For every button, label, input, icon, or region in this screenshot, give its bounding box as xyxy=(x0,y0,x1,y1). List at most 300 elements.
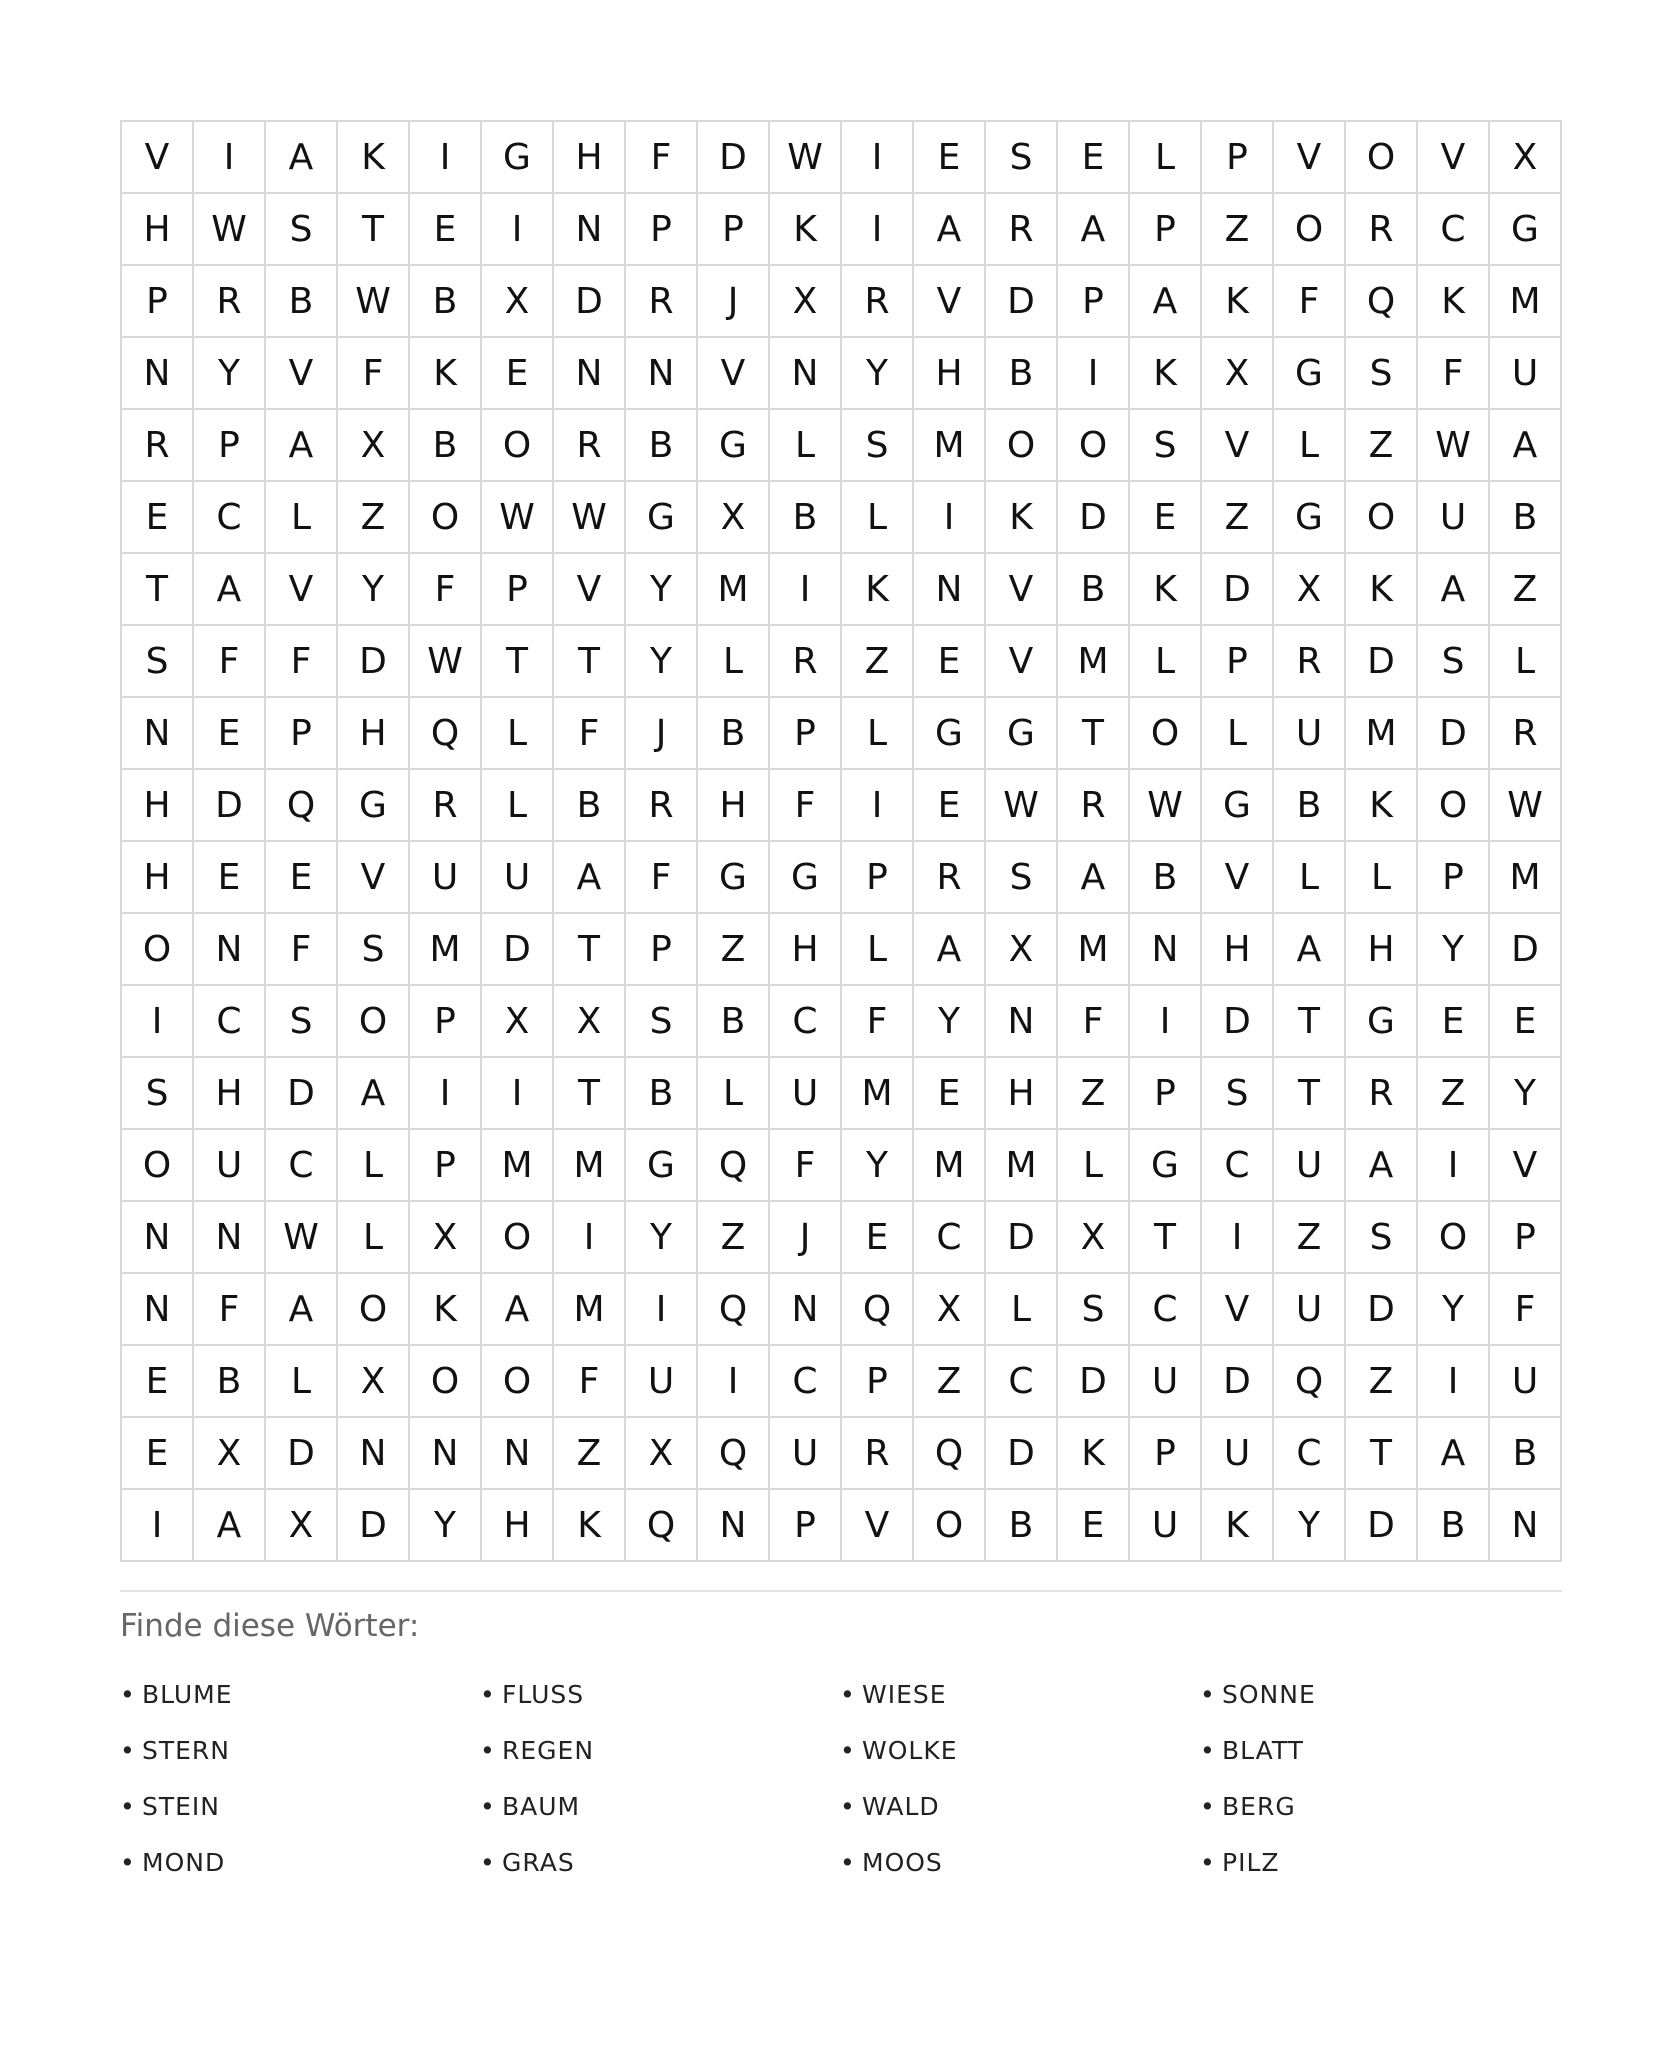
grid-cell[interactable]: K xyxy=(1346,770,1418,842)
grid-cell[interactable]: W xyxy=(1130,770,1202,842)
grid-cell[interactable]: D xyxy=(266,1418,338,1490)
grid-cell[interactable]: B xyxy=(194,1346,266,1418)
grid-cell[interactable]: M xyxy=(482,1130,554,1202)
grid-cell[interactable]: D xyxy=(1058,1346,1130,1418)
grid-cell[interactable]: G xyxy=(482,122,554,194)
grid-cell[interactable]: D xyxy=(986,1418,1058,1490)
grid-cell[interactable]: Z xyxy=(1346,1346,1418,1418)
grid-cell[interactable]: R xyxy=(914,842,986,914)
grid-cell[interactable]: D xyxy=(1346,626,1418,698)
grid-cell[interactable]: Z xyxy=(338,482,410,554)
grid-cell[interactable]: H xyxy=(194,1058,266,1130)
grid-cell[interactable]: K xyxy=(1202,266,1274,338)
grid-cell[interactable]: F xyxy=(1490,1274,1562,1346)
grid-cell[interactable]: E xyxy=(914,770,986,842)
grid-cell[interactable]: G xyxy=(986,698,1058,770)
grid-cell[interactable]: S xyxy=(1346,338,1418,410)
grid-cell[interactable]: L xyxy=(770,410,842,482)
grid-cell[interactable]: Q xyxy=(1274,1346,1346,1418)
grid-cell[interactable]: G xyxy=(1274,482,1346,554)
grid-cell[interactable]: K xyxy=(554,1490,626,1562)
grid-cell[interactable]: C xyxy=(1274,1418,1346,1490)
grid-cell[interactable]: A xyxy=(1418,1418,1490,1490)
grid-cell[interactable]: U xyxy=(410,842,482,914)
grid-cell[interactable]: C xyxy=(770,986,842,1058)
grid-cell[interactable]: V xyxy=(1202,842,1274,914)
grid-cell[interactable]: S xyxy=(266,986,338,1058)
grid-cell[interactable]: I xyxy=(482,194,554,266)
grid-cell[interactable]: X xyxy=(1274,554,1346,626)
grid-cell[interactable]: D xyxy=(1490,914,1562,986)
grid-cell[interactable]: V xyxy=(1274,122,1346,194)
grid-cell[interactable]: N xyxy=(554,338,626,410)
grid-cell[interactable]: O xyxy=(482,410,554,482)
grid-cell[interactable]: A xyxy=(554,842,626,914)
grid-cell[interactable]: P xyxy=(842,842,914,914)
grid-cell[interactable]: C xyxy=(1130,1274,1202,1346)
grid-cell[interactable]: A xyxy=(338,1058,410,1130)
grid-cell[interactable]: R xyxy=(626,266,698,338)
grid-cell[interactable]: N xyxy=(914,554,986,626)
grid-cell[interactable]: P xyxy=(698,194,770,266)
grid-cell[interactable]: I xyxy=(1058,338,1130,410)
grid-cell[interactable]: D xyxy=(698,122,770,194)
grid-cell[interactable]: E xyxy=(914,626,986,698)
grid-cell[interactable]: D xyxy=(338,626,410,698)
grid-cell[interactable]: C xyxy=(194,482,266,554)
grid-cell[interactable]: T xyxy=(1346,1418,1418,1490)
grid-cell[interactable]: Q xyxy=(626,1490,698,1562)
grid-cell[interactable]: G xyxy=(338,770,410,842)
grid-cell[interactable]: X xyxy=(1490,122,1562,194)
grid-cell[interactable]: S xyxy=(266,194,338,266)
grid-cell[interactable]: R xyxy=(1346,194,1418,266)
grid-cell[interactable]: L xyxy=(1202,698,1274,770)
grid-cell[interactable]: O xyxy=(986,410,1058,482)
grid-cell[interactable]: Q xyxy=(410,698,482,770)
grid-cell[interactable]: F xyxy=(626,122,698,194)
grid-cell[interactable]: S xyxy=(122,626,194,698)
grid-cell[interactable]: V xyxy=(986,626,1058,698)
grid-cell[interactable]: G xyxy=(698,842,770,914)
grid-cell[interactable]: P xyxy=(1058,266,1130,338)
grid-cell[interactable]: B xyxy=(770,482,842,554)
grid-cell[interactable]: G xyxy=(1202,770,1274,842)
grid-cell[interactable]: T xyxy=(1274,986,1346,1058)
grid-cell[interactable]: K xyxy=(1202,1490,1274,1562)
grid-cell[interactable]: G xyxy=(698,410,770,482)
grid-cell[interactable]: X xyxy=(554,986,626,1058)
grid-cell[interactable]: R xyxy=(842,1418,914,1490)
grid-cell[interactable]: L xyxy=(842,482,914,554)
grid-cell[interactable]: M xyxy=(986,1130,1058,1202)
grid-cell[interactable]: E xyxy=(482,338,554,410)
grid-cell[interactable]: I xyxy=(122,986,194,1058)
grid-cell[interactable]: O xyxy=(1274,194,1346,266)
grid-cell[interactable]: X xyxy=(626,1418,698,1490)
grid-cell[interactable]: O xyxy=(914,1490,986,1562)
grid-cell[interactable]: E xyxy=(266,842,338,914)
grid-cell[interactable]: Z xyxy=(554,1418,626,1490)
grid-cell[interactable]: O xyxy=(1418,770,1490,842)
grid-cell[interactable]: U xyxy=(626,1346,698,1418)
grid-cell[interactable]: M xyxy=(1490,266,1562,338)
grid-cell[interactable]: U xyxy=(194,1130,266,1202)
grid-cell[interactable]: R xyxy=(770,626,842,698)
grid-cell[interactable]: F xyxy=(770,770,842,842)
grid-cell[interactable]: N xyxy=(122,1274,194,1346)
grid-cell[interactable]: K xyxy=(1346,554,1418,626)
grid-cell[interactable]: J xyxy=(626,698,698,770)
grid-cell[interactable]: N xyxy=(122,1202,194,1274)
grid-cell[interactable]: J xyxy=(698,266,770,338)
grid-cell[interactable]: Y xyxy=(626,554,698,626)
grid-cell[interactable]: L xyxy=(266,1346,338,1418)
grid-cell[interactable]: S xyxy=(626,986,698,1058)
grid-cell[interactable]: H xyxy=(122,770,194,842)
grid-cell[interactable]: Y xyxy=(1490,1058,1562,1130)
grid-cell[interactable]: U xyxy=(1202,1418,1274,1490)
grid-cell[interactable]: O xyxy=(1058,410,1130,482)
grid-cell[interactable]: E xyxy=(1130,482,1202,554)
grid-cell[interactable]: C xyxy=(194,986,266,1058)
grid-cell[interactable]: A xyxy=(914,914,986,986)
grid-cell[interactable]: H xyxy=(482,1490,554,1562)
grid-cell[interactable]: E xyxy=(1058,122,1130,194)
grid-cell[interactable]: D xyxy=(1418,698,1490,770)
grid-cell[interactable]: R xyxy=(1490,698,1562,770)
grid-cell[interactable]: E xyxy=(410,194,482,266)
grid-cell[interactable]: W xyxy=(1418,410,1490,482)
grid-cell[interactable]: P xyxy=(194,410,266,482)
grid-cell[interactable]: O xyxy=(410,1346,482,1418)
grid-cell[interactable]: S xyxy=(1346,1202,1418,1274)
grid-cell[interactable]: K xyxy=(1418,266,1490,338)
grid-cell[interactable]: C xyxy=(770,1346,842,1418)
grid-cell[interactable]: R xyxy=(554,410,626,482)
grid-cell[interactable]: X xyxy=(1058,1202,1130,1274)
grid-cell[interactable]: P xyxy=(770,698,842,770)
grid-cell[interactable]: V xyxy=(1418,122,1490,194)
grid-cell[interactable]: T xyxy=(482,626,554,698)
grid-cell[interactable]: O xyxy=(1418,1202,1490,1274)
grid-cell[interactable]: U xyxy=(1130,1346,1202,1418)
grid-cell[interactable]: U xyxy=(482,842,554,914)
grid-cell[interactable]: Q xyxy=(698,1130,770,1202)
grid-cell[interactable]: V xyxy=(842,1490,914,1562)
grid-cell[interactable]: X xyxy=(986,914,1058,986)
grid-cell[interactable]: E xyxy=(122,482,194,554)
grid-cell[interactable]: X xyxy=(914,1274,986,1346)
grid-cell[interactable]: O xyxy=(122,914,194,986)
grid-cell[interactable]: K xyxy=(1130,554,1202,626)
grid-cell[interactable]: A xyxy=(1490,410,1562,482)
grid-cell[interactable]: M xyxy=(698,554,770,626)
grid-cell[interactable]: Z xyxy=(1274,1202,1346,1274)
grid-cell[interactable]: I xyxy=(626,1274,698,1346)
grid-cell[interactable]: M xyxy=(1490,842,1562,914)
grid-cell[interactable]: H xyxy=(770,914,842,986)
grid-cell[interactable]: F xyxy=(194,1274,266,1346)
grid-cell[interactable]: X xyxy=(482,986,554,1058)
grid-cell[interactable]: R xyxy=(410,770,482,842)
grid-cell[interactable]: U xyxy=(1274,1130,1346,1202)
grid-cell[interactable]: M xyxy=(410,914,482,986)
grid-cell[interactable]: D xyxy=(1202,1346,1274,1418)
grid-cell[interactable]: R xyxy=(1274,626,1346,698)
grid-cell[interactable]: N xyxy=(554,194,626,266)
grid-cell[interactable]: D xyxy=(1202,554,1274,626)
grid-cell[interactable]: I xyxy=(122,1490,194,1562)
grid-cell[interactable]: X xyxy=(1202,338,1274,410)
grid-cell[interactable]: H xyxy=(914,338,986,410)
grid-cell[interactable]: K xyxy=(410,338,482,410)
grid-cell[interactable]: T xyxy=(338,194,410,266)
grid-cell[interactable]: W xyxy=(410,626,482,698)
grid-cell[interactable]: P xyxy=(1130,1418,1202,1490)
grid-cell[interactable]: N xyxy=(770,1274,842,1346)
grid-cell[interactable]: Z xyxy=(1202,194,1274,266)
grid-cell[interactable]: P xyxy=(842,1346,914,1418)
grid-cell[interactable]: X xyxy=(482,266,554,338)
grid-cell[interactable]: P xyxy=(1418,842,1490,914)
grid-cell[interactable]: Z xyxy=(1346,410,1418,482)
grid-cell[interactable]: A xyxy=(482,1274,554,1346)
grid-cell[interactable]: M xyxy=(1058,626,1130,698)
grid-cell[interactable]: V xyxy=(554,554,626,626)
grid-cell[interactable]: E xyxy=(914,122,986,194)
grid-cell[interactable]: G xyxy=(770,842,842,914)
grid-cell[interactable]: D xyxy=(482,914,554,986)
grid-cell[interactable]: L xyxy=(1130,626,1202,698)
grid-cell[interactable]: U xyxy=(770,1058,842,1130)
grid-cell[interactable]: U xyxy=(1274,1274,1346,1346)
grid-cell[interactable]: E xyxy=(842,1202,914,1274)
grid-cell[interactable]: W xyxy=(554,482,626,554)
grid-cell[interactable]: W xyxy=(770,122,842,194)
grid-cell[interactable]: A xyxy=(1418,554,1490,626)
grid-cell[interactable]: Z xyxy=(1202,482,1274,554)
grid-cell[interactable]: W xyxy=(266,1202,338,1274)
grid-cell[interactable]: Y xyxy=(1274,1490,1346,1562)
grid-cell[interactable]: A xyxy=(266,1274,338,1346)
grid-cell[interactable]: B xyxy=(554,770,626,842)
grid-cell[interactable]: N xyxy=(122,338,194,410)
grid-cell[interactable]: L xyxy=(698,1058,770,1130)
grid-cell[interactable]: L xyxy=(482,770,554,842)
grid-cell[interactable]: N xyxy=(626,338,698,410)
grid-cell[interactable]: P xyxy=(266,698,338,770)
grid-cell[interactable]: H xyxy=(1202,914,1274,986)
grid-cell[interactable]: S xyxy=(1202,1058,1274,1130)
grid-cell[interactable]: L xyxy=(1346,842,1418,914)
grid-cell[interactable]: C xyxy=(266,1130,338,1202)
grid-cell[interactable]: X xyxy=(410,1202,482,1274)
grid-cell[interactable]: A xyxy=(1274,914,1346,986)
grid-cell[interactable]: D xyxy=(338,1490,410,1562)
grid-cell[interactable]: U xyxy=(1130,1490,1202,1562)
grid-cell[interactable]: R xyxy=(626,770,698,842)
grid-cell[interactable]: B xyxy=(626,410,698,482)
grid-cell[interactable]: F xyxy=(1058,986,1130,1058)
grid-cell[interactable]: D xyxy=(266,1058,338,1130)
grid-cell[interactable]: A xyxy=(1058,194,1130,266)
grid-cell[interactable]: P xyxy=(482,554,554,626)
grid-cell[interactable]: M xyxy=(1346,698,1418,770)
grid-cell[interactable]: B xyxy=(1058,554,1130,626)
grid-cell[interactable]: S xyxy=(122,1058,194,1130)
grid-cell[interactable]: O xyxy=(410,482,482,554)
grid-cell[interactable]: I xyxy=(554,1202,626,1274)
grid-cell[interactable]: S xyxy=(1130,410,1202,482)
grid-cell[interactable]: Z xyxy=(914,1346,986,1418)
grid-cell[interactable]: E xyxy=(122,1418,194,1490)
grid-cell[interactable]: Z xyxy=(1490,554,1562,626)
grid-cell[interactable]: V xyxy=(698,338,770,410)
grid-cell[interactable]: L xyxy=(338,1130,410,1202)
grid-cell[interactable]: G xyxy=(626,482,698,554)
grid-cell[interactable]: Z xyxy=(1418,1058,1490,1130)
grid-cell[interactable]: P xyxy=(770,1490,842,1562)
grid-cell[interactable]: L xyxy=(842,914,914,986)
grid-cell[interactable]: C xyxy=(1418,194,1490,266)
grid-cell[interactable]: I xyxy=(1418,1346,1490,1418)
grid-cell[interactable]: F xyxy=(266,914,338,986)
grid-cell[interactable]: Q xyxy=(266,770,338,842)
grid-cell[interactable]: W xyxy=(986,770,1058,842)
grid-cell[interactable]: E xyxy=(194,698,266,770)
grid-cell[interactable]: Z xyxy=(698,1202,770,1274)
grid-cell[interactable]: O xyxy=(482,1202,554,1274)
grid-cell[interactable]: Q xyxy=(698,1274,770,1346)
grid-cell[interactable]: Z xyxy=(698,914,770,986)
grid-cell[interactable]: O xyxy=(1346,122,1418,194)
grid-cell[interactable]: R xyxy=(986,194,1058,266)
grid-cell[interactable]: D xyxy=(1346,1274,1418,1346)
grid-cell[interactable]: R xyxy=(1058,770,1130,842)
grid-cell[interactable]: E xyxy=(194,842,266,914)
grid-cell[interactable]: E xyxy=(914,1058,986,1130)
grid-cell[interactable]: H xyxy=(1346,914,1418,986)
grid-cell[interactable]: R xyxy=(842,266,914,338)
grid-cell[interactable]: L xyxy=(842,698,914,770)
grid-cell[interactable]: L xyxy=(1274,410,1346,482)
grid-cell[interactable]: L xyxy=(986,1274,1058,1346)
grid-cell[interactable]: Q xyxy=(1346,266,1418,338)
grid-cell[interactable]: O xyxy=(1130,698,1202,770)
grid-cell[interactable]: B xyxy=(698,698,770,770)
grid-cell[interactable]: O xyxy=(122,1130,194,1202)
grid-cell[interactable]: S xyxy=(986,842,1058,914)
grid-cell[interactable]: M xyxy=(914,410,986,482)
grid-cell[interactable]: F xyxy=(338,338,410,410)
grid-cell[interactable]: B xyxy=(1418,1490,1490,1562)
grid-cell[interactable]: I xyxy=(410,1058,482,1130)
grid-cell[interactable]: J xyxy=(770,1202,842,1274)
grid-cell[interactable]: P xyxy=(626,194,698,266)
grid-cell[interactable]: D xyxy=(986,266,1058,338)
grid-cell[interactable]: V xyxy=(266,338,338,410)
grid-cell[interactable]: H xyxy=(986,1058,1058,1130)
grid-cell[interactable]: U xyxy=(1490,338,1562,410)
grid-cell[interactable]: N xyxy=(986,986,1058,1058)
grid-cell[interactable]: K xyxy=(770,194,842,266)
grid-cell[interactable]: S xyxy=(1418,626,1490,698)
grid-cell[interactable]: W xyxy=(194,194,266,266)
grid-cell[interactable]: X xyxy=(266,1490,338,1562)
grid-cell[interactable]: E xyxy=(1490,986,1562,1058)
grid-cell[interactable]: Y xyxy=(842,338,914,410)
grid-cell[interactable]: I xyxy=(842,194,914,266)
grid-cell[interactable]: Y xyxy=(194,338,266,410)
grid-cell[interactable]: N xyxy=(410,1418,482,1490)
grid-cell[interactable]: B xyxy=(1130,842,1202,914)
grid-cell[interactable]: K xyxy=(1130,338,1202,410)
grid-cell[interactable]: H xyxy=(122,194,194,266)
grid-cell[interactable]: T xyxy=(554,914,626,986)
grid-cell[interactable]: P xyxy=(1202,122,1274,194)
grid-cell[interactable]: B xyxy=(410,410,482,482)
grid-cell[interactable]: P xyxy=(626,914,698,986)
grid-cell[interactable]: I xyxy=(410,122,482,194)
grid-cell[interactable]: O xyxy=(338,1274,410,1346)
grid-cell[interactable]: I xyxy=(1202,1202,1274,1274)
grid-cell[interactable]: X xyxy=(770,266,842,338)
grid-cell[interactable]: A xyxy=(1346,1130,1418,1202)
grid-cell[interactable]: B xyxy=(410,266,482,338)
grid-cell[interactable]: N xyxy=(1130,914,1202,986)
grid-cell[interactable]: V xyxy=(338,842,410,914)
grid-cell[interactable]: Y xyxy=(338,554,410,626)
grid-cell[interactable]: V xyxy=(1202,1274,1274,1346)
grid-cell[interactable]: P xyxy=(1130,194,1202,266)
grid-cell[interactable]: P xyxy=(1490,1202,1562,1274)
grid-cell[interactable]: F xyxy=(626,842,698,914)
grid-cell[interactable]: O xyxy=(338,986,410,1058)
grid-cell[interactable]: B xyxy=(1490,1418,1562,1490)
grid-cell[interactable]: F xyxy=(554,1346,626,1418)
grid-cell[interactable]: G xyxy=(1274,338,1346,410)
grid-cell[interactable]: N xyxy=(698,1490,770,1562)
grid-cell[interactable]: V xyxy=(1490,1130,1562,1202)
grid-cell[interactable]: I xyxy=(1418,1130,1490,1202)
grid-cell[interactable]: U xyxy=(1274,698,1346,770)
grid-cell[interactable]: P xyxy=(410,1130,482,1202)
grid-cell[interactable]: C xyxy=(1202,1130,1274,1202)
grid-cell[interactable]: N xyxy=(482,1418,554,1490)
grid-cell[interactable]: X xyxy=(338,410,410,482)
grid-cell[interactable]: N xyxy=(1490,1490,1562,1562)
grid-cell[interactable]: L xyxy=(338,1202,410,1274)
grid-cell[interactable]: I xyxy=(842,122,914,194)
grid-cell[interactable]: O xyxy=(482,1346,554,1418)
grid-cell[interactable]: Y xyxy=(1418,914,1490,986)
grid-cell[interactable]: I xyxy=(770,554,842,626)
grid-cell[interactable]: Z xyxy=(842,626,914,698)
grid-cell[interactable]: M xyxy=(914,1130,986,1202)
grid-cell[interactable]: T xyxy=(1058,698,1130,770)
grid-cell[interactable]: V xyxy=(1202,410,1274,482)
grid-cell[interactable]: L xyxy=(1058,1130,1130,1202)
grid-cell[interactable]: P xyxy=(410,986,482,1058)
grid-cell[interactable]: Y xyxy=(410,1490,482,1562)
grid-cell[interactable]: B xyxy=(986,338,1058,410)
grid-cell[interactable]: G xyxy=(1346,986,1418,1058)
grid-cell[interactable]: D xyxy=(1346,1490,1418,1562)
grid-cell[interactable]: A xyxy=(1130,266,1202,338)
grid-cell[interactable]: S xyxy=(842,410,914,482)
grid-cell[interactable]: D xyxy=(194,770,266,842)
